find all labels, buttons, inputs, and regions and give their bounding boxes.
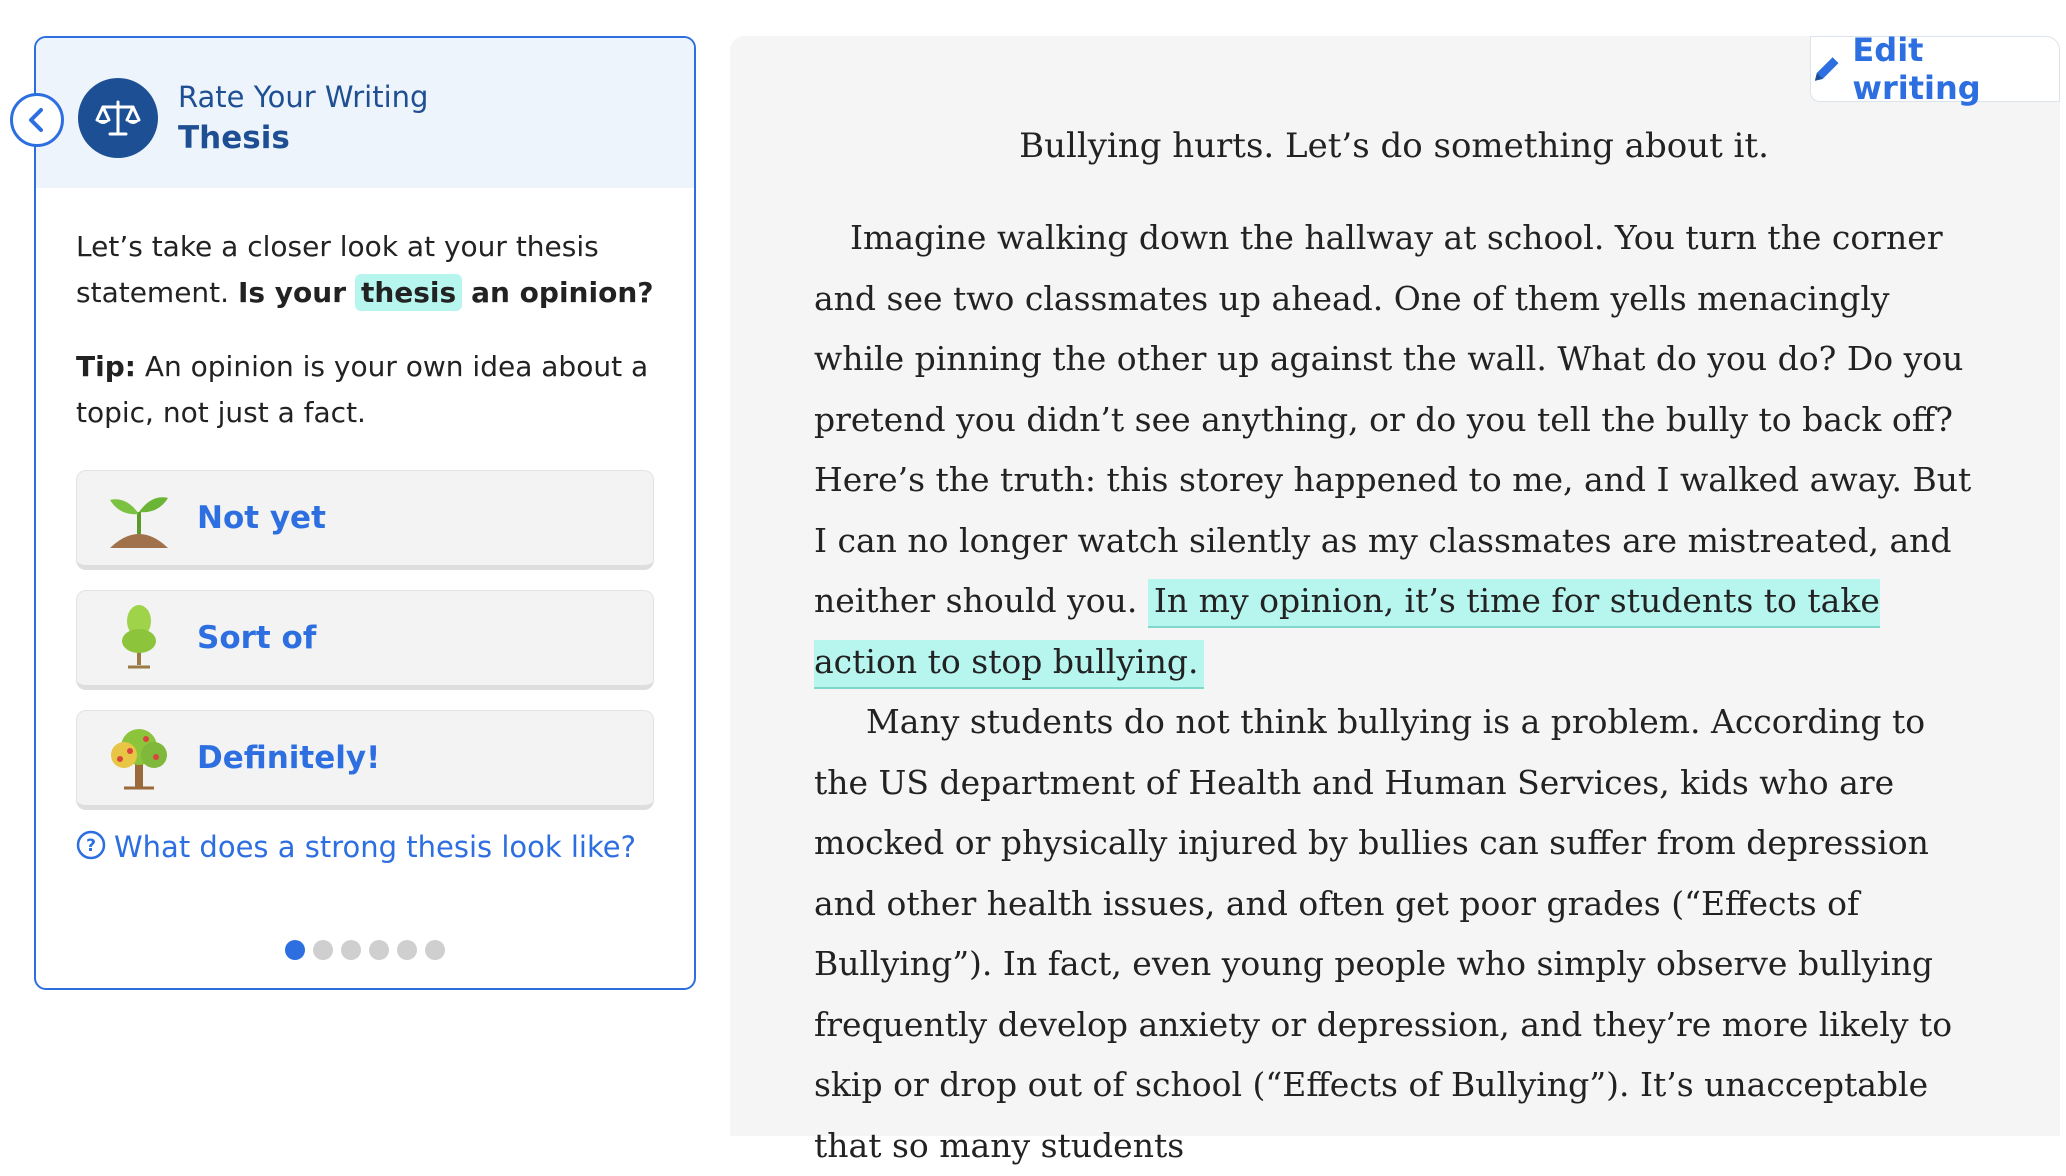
panel-header <box>36 38 694 188</box>
option-label: Sort of <box>197 620 317 656</box>
scales-icon <box>78 78 158 158</box>
rate-writing-panel <box>34 36 696 990</box>
step-indicator <box>36 940 694 960</box>
chevron-left-icon <box>26 107 48 133</box>
prompt-question-pre: Is your <box>237 276 347 309</box>
option-label: Not yet <box>197 500 326 536</box>
panel-kicker: Rate Your Writing <box>178 80 429 114</box>
sprout-icon <box>101 480 177 556</box>
step-dot[interactable] <box>425 940 445 960</box>
essay-title: Bullying hurts. Let’s do something about it. <box>1019 126 1769 166</box>
tip-label: Tip: <box>76 350 136 383</box>
pencil-icon <box>1811 53 1842 85</box>
svg-text:?: ? <box>86 836 96 856</box>
step-dot[interactable] <box>341 940 361 960</box>
fruit-tree-icon <box>101 720 177 796</box>
step-dot[interactable] <box>397 940 417 960</box>
option-definitely[interactable] <box>76 710 654 810</box>
thesis-highlight[interactable]: In my opinion, it’s time for students to take action to stop bullying. <box>814 579 1880 689</box>
panel-body <box>36 188 694 864</box>
essay-paragraph <box>814 692 1974 1176</box>
essay-paragraph <box>814 208 1974 692</box>
essay-body <box>814 124 1974 1176</box>
tip-text <box>76 344 654 436</box>
panel-title: Thesis <box>178 120 290 156</box>
step-dot[interactable] <box>313 940 333 960</box>
option-label: Definitely! <box>197 740 381 776</box>
back-button[interactable] <box>10 93 64 147</box>
young-tree-icon <box>101 600 177 676</box>
paragraph-text: Many students do not think bullying is a problem. According to the US department of Health and Human Services, kids who are mocked or physically injured by bullies can suffer from depression and other health issues, and often get poor grades (“Effects of Bullying”). In fact, even young people who simply observe bullying frequently develop anxiety or depression, and they’re more likely to skip or drop out of school (“Effects of Bullying”). It’s unacceptable that so many students <box>814 702 1953 1165</box>
prompt-question-post: an opinion? <box>471 276 654 309</box>
help-link-label: What does a strong thesis look like? <box>114 830 636 864</box>
rating-options <box>76 470 654 810</box>
strong-thesis-link[interactable] <box>76 830 654 864</box>
thesis-term[interactable]: thesis <box>355 274 462 311</box>
tip-body: An opinion is your own idea about a topic, not just a fact. <box>76 350 649 429</box>
edit-writing-label: Edit writing <box>1852 31 1981 107</box>
prompt-intro: Let’s take a closer look at your thesis statement. <box>76 230 599 309</box>
option-not-yet[interactable] <box>76 470 654 570</box>
step-dot[interactable] <box>285 940 305 960</box>
option-sort-of[interactable] <box>76 590 654 690</box>
edit-writing-button[interactable] <box>1810 31 2060 107</box>
paragraph-text: Imagine walking down the hallway at school. You turn the corner and see two classmates up ahead. One of them yells menacingly while pinning the other up against the wall. What do you do? Do you pretend you didn’t see anything, or do you tell the bully to back off? Here’s the truth: this storey happened to me, and I walked away. But I can no longer watch silently as my classmates are mistreated, and neither should you. <box>814 218 1972 620</box>
essay-document <box>730 31 2060 1165</box>
prompt-text <box>76 224 654 316</box>
step-dot[interactable] <box>369 940 389 960</box>
question-circle-icon <box>76 830 106 864</box>
